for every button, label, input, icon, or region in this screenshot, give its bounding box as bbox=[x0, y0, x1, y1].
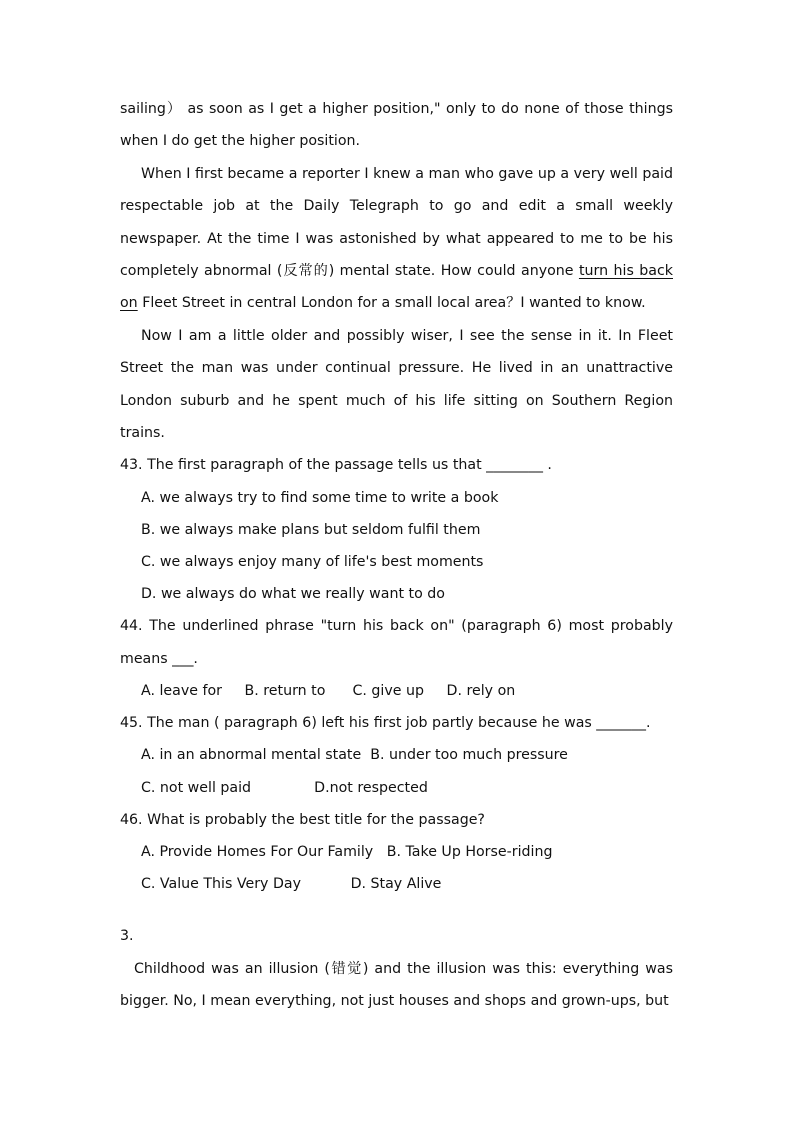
document-body bbox=[120, 93, 673, 1018]
paragraph-text: Childhood was an illusion (错觉) and the illusion was this: everything was bigger. No, I mean everything, not just houses and shops and grown-ups, but bbox=[120, 960, 673, 1010]
paragraph-text: Now I am a little older and possibly wiser, I see the sense in it. In Fleet Street the man was under continual pressure. He lived in an unattractive London suburb and he spent much of his life sitting on Southern Region trains. bbox=[120, 327, 673, 442]
passage-3-paragraph-1 bbox=[120, 953, 673, 1018]
question-45 bbox=[120, 707, 673, 804]
options-row: C. not well paid D.not respected bbox=[141, 779, 428, 796]
question-stem: 44. The underlined phrase "turn his back on" (paragraph 6) most probably means ___. bbox=[120, 618, 673, 667]
question-43 bbox=[120, 449, 673, 610]
question-44 bbox=[120, 610, 673, 707]
underlined-phrase: turn his back on bbox=[120, 263, 673, 312]
question-stem: 46. What is probably the best title for the passage? bbox=[120, 811, 485, 828]
option-d: D. we always do what we really want to do bbox=[141, 586, 445, 603]
paragraph-continuation bbox=[120, 93, 673, 158]
option-c: C. we always enjoy many of life's best moments bbox=[141, 554, 484, 571]
question-stem: 45. The man ( paragraph 6) left his first job partly because he was _______. bbox=[120, 715, 651, 732]
options-row: A. Provide Homes For Our Family B. Take Up Horse-riding bbox=[141, 843, 553, 860]
paragraph-text: When I first became a reporter I knew a man who gave up a very well paid respectable job at the Daily Telegraph to go and edit a small weekly newspaper. At the time I was astonished by what appeared to me to be his completely abnormal (反常的) mental state. How could anyone bbox=[120, 165, 673, 280]
option-b: B. we always make plans but seldom fulfil them bbox=[141, 521, 481, 538]
question-46 bbox=[120, 804, 673, 901]
option-a: A. we always try to find some time to write a book bbox=[141, 489, 499, 506]
paragraph-text: sailing） as soon as I get a higher position," only to do none of those things when I do get the higher position. bbox=[120, 101, 673, 150]
options-row: A. in an abnormal mental state B. under too much pressure bbox=[141, 747, 568, 764]
paragraph-text: Fleet Street in central London for a small local area？I wanted to know. bbox=[137, 295, 646, 312]
question-stem: 43. The first paragraph of the passage tells us that ________ . bbox=[120, 457, 552, 474]
options-row: C. Value This Very Day D. Stay Alive bbox=[141, 876, 442, 893]
section-number: 3. bbox=[120, 928, 134, 945]
options-row: A. leave for B. return to C. give up D. rely on bbox=[141, 682, 516, 699]
paragraph-7 bbox=[120, 320, 673, 450]
paragraph-6 bbox=[120, 158, 673, 320]
